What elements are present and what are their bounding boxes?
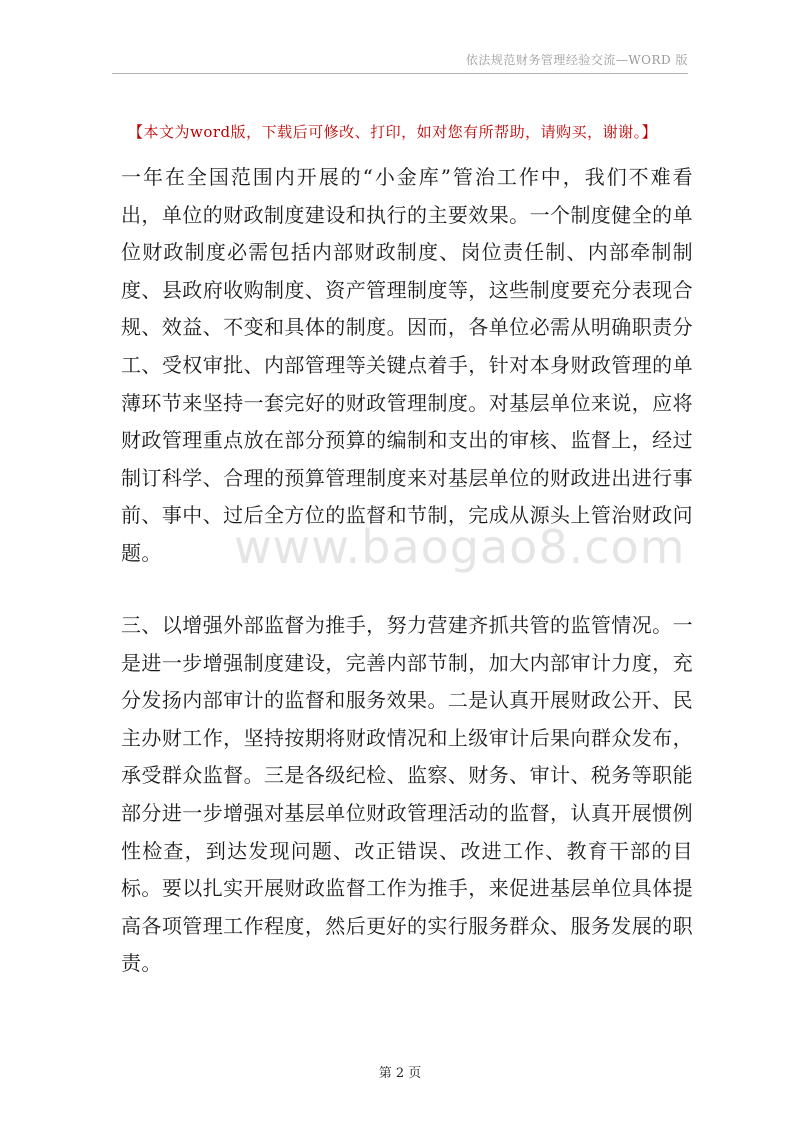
body-paragraph-2: 三、以增强外部监督为推手，努力营建齐抓共管的监管情况。一是进一步增强制度建设，完善内部节制，加大内部审计力度，充分发扬内部审计的监督和服务效果。二是认真开展财政公开、民主办财工作，坚持按期将财政情况和上级审计后果向群众发布，承受群众监督。三是各级纪检、监察、财务、审计、税务等职能部分进一步增强对基层单位财政管理活动的监督，认真开展惯例性检查，到达发现问题、改正错误、改进工作、教育干部的目标。要以扎实开展财政监督工作为推手，来促进基层单位具体提高各项管理工作程度，然后更好的实行服务群众、服务发展的职责。 [121, 613, 693, 976]
site-watermark: www.baogao8.com [234, 520, 686, 574]
body-paragraph-1: 一年在全国范围内开展的“小金库”管治工作中，我们不难看出，单位的财政制度建设和执行的主要效果。一个制度健全的单位财政制度必需包括内部财政制度、岗位责任制、内部牵制制度、县政府收购制度、资产管理制度等，这些制度要充分表现合规、效益、不变和具体的制度。因而，各单位必需从明确职责分工、受权审批、内部管理等关键点着手，针对本身财政管理的单薄环节来坚持一套完好的财政管理制度。对基层单位来说，应将财政管理重点放在部分预算的编制和支出的审核、监督上，经过制订科学、合理的预算管理制度来对基层单位的财政进出进行事前、事中、过后全方位的监督和节制，完成从源头上管治财政问题。 [121, 165, 693, 565]
purchase-notice: 【本文为word版，下载后可修改、打印，如对您有所帮助，请购买，谢谢。】 [128, 123, 658, 141]
header-divider [112, 73, 688, 74]
running-header: 依法规范财务管理经验交流—WORD 版 [465, 53, 688, 67]
page-number: 第 2 页 [378, 1066, 422, 1081]
